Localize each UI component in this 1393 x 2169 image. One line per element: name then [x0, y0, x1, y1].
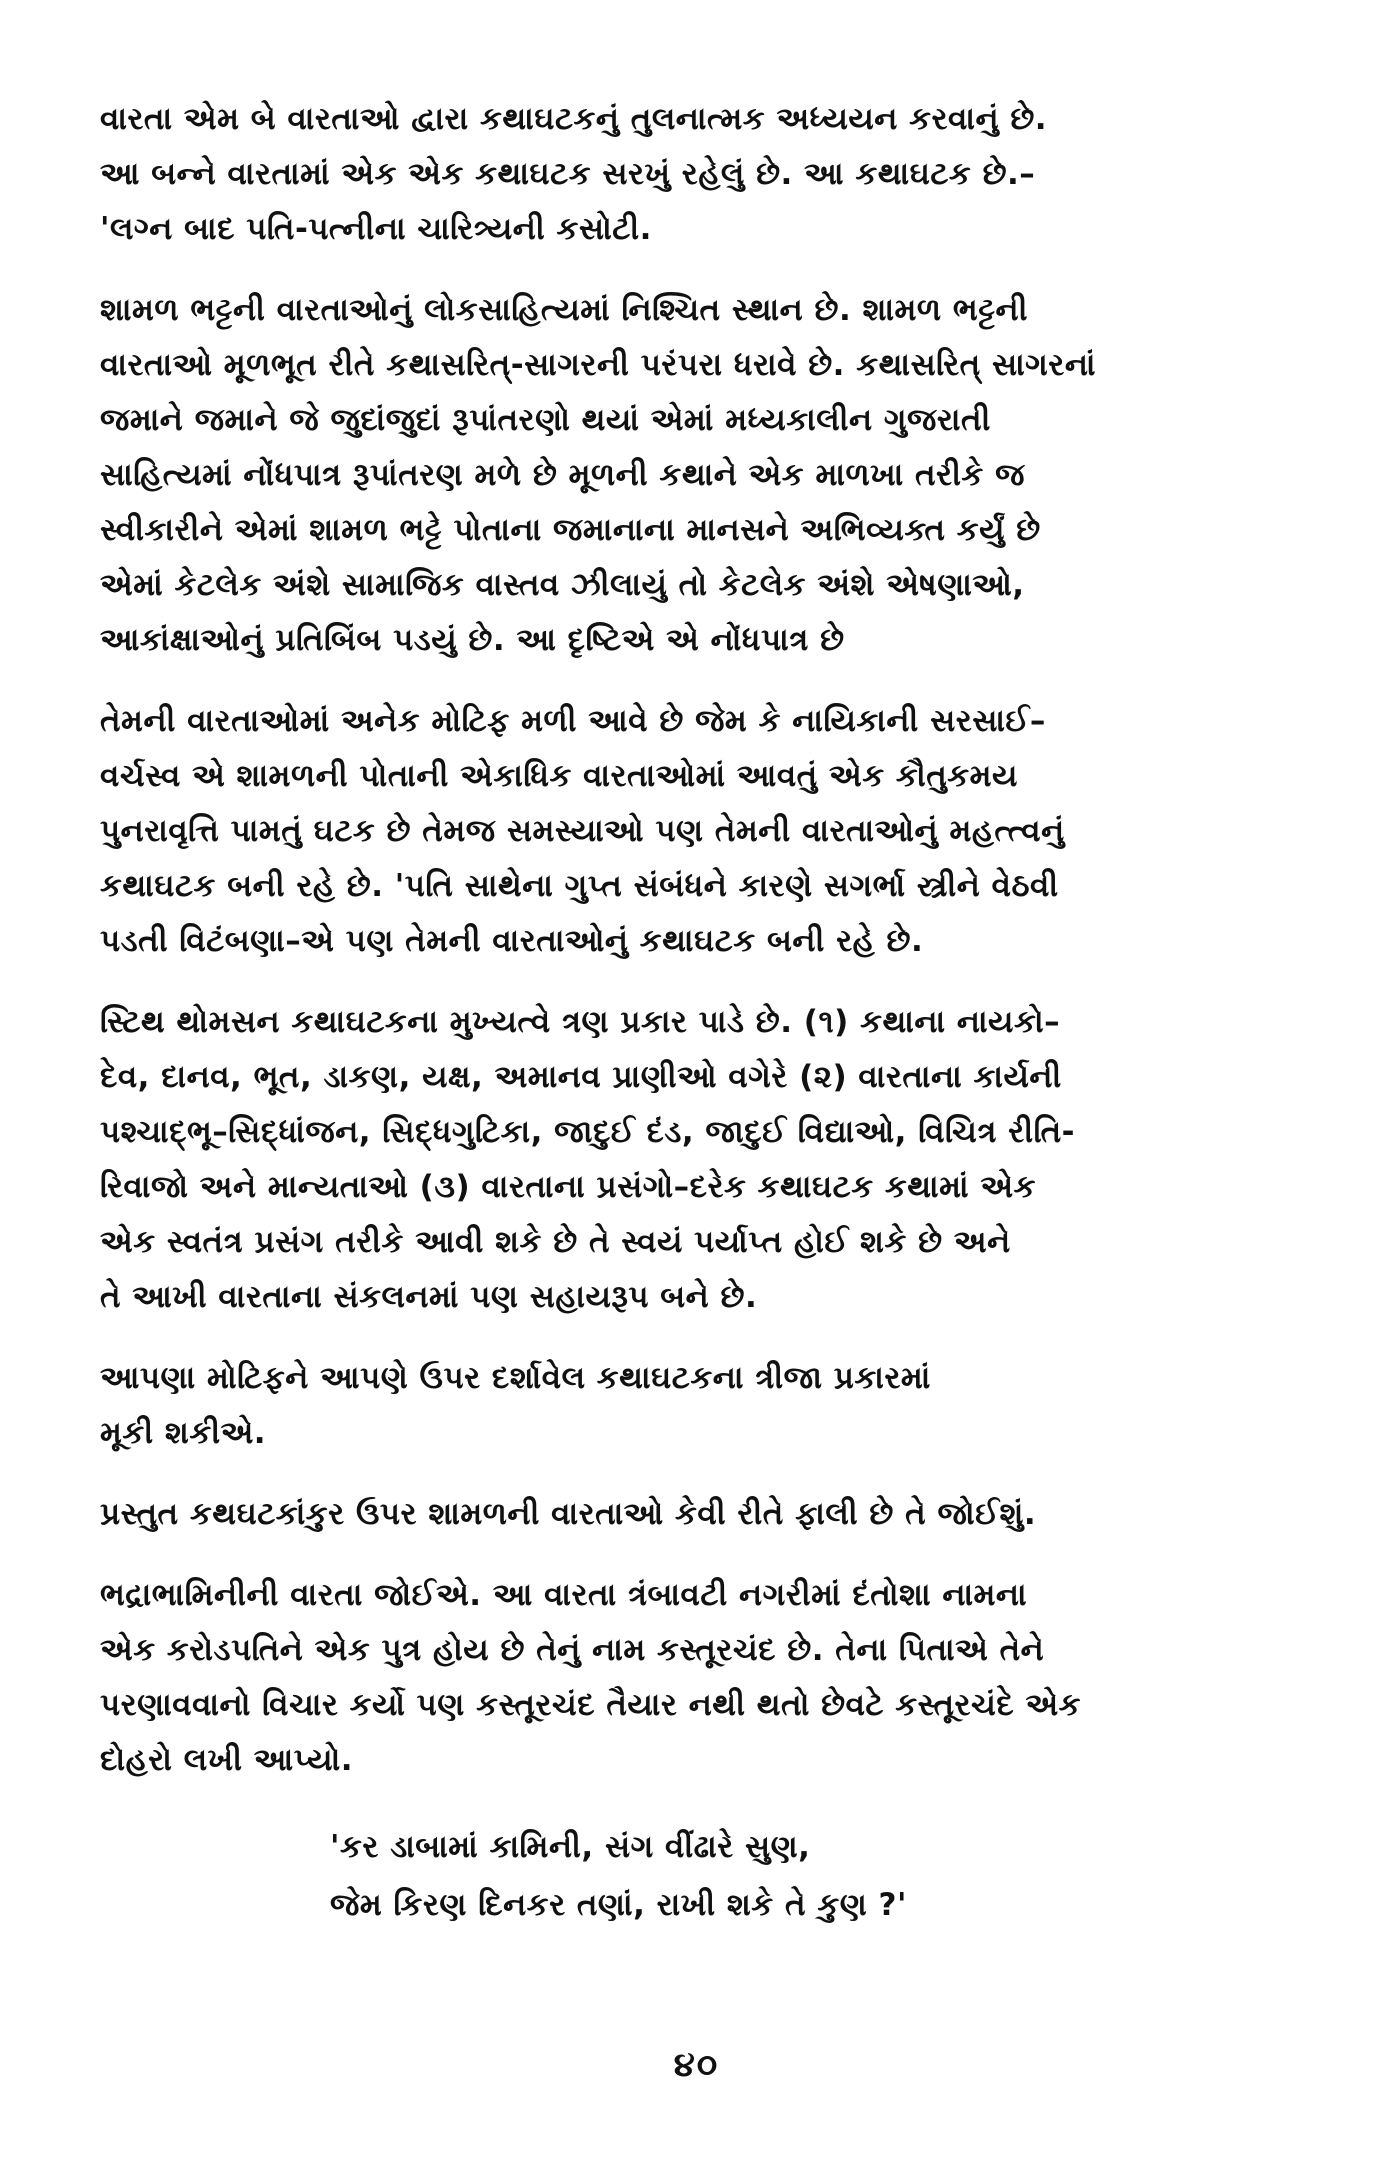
- text-line: શામળ ભટ્ટની વારતાઓનું લોકસાહિત્યમાં નિશ્ચિત સ્થાન છે. શામળ ભટ્ટની: [100, 292, 1028, 328]
- text-line: જમાને જમાને જે જુદાંજુદાં રૂપાંતરણો થયાં એમાં મધ્યકાલીન ગુજરાતી: [100, 402, 991, 438]
- paragraph-1: [100, 92, 1300, 257]
- paragraph-7: [100, 1568, 1300, 1788]
- text-line: સ્ટિથ થોમસન કથાઘટકના મુખ્યત્વે ત્રણ પ્રકાર પાડે છે. (૧) કથાના નાયકો–: [100, 1004, 1061, 1040]
- paragraph-2: [100, 283, 1300, 668]
- text-line: વારતાઓ મૂળભૂત રીતે કથાસરિત્‌-સાગરની પરંપરા ધરાવે છે. કથાસરિત્‌ સાગરનાં: [100, 347, 1097, 383]
- page-body: [100, 92, 1300, 1934]
- text-line: દોહરો લખી આપ્યો.: [100, 1742, 354, 1778]
- text-line: આપણા મોટિફને આપણે ઉપર દર્શાવેલ કથાઘટકના ત્રીજા પ્રકારમાં: [100, 1360, 931, 1396]
- text-line: તેમની વારતાઓમાં અનેક મોટિફ મળી આવે છે જેમ કે નાયિકાની સરસાઈ–: [100, 703, 1046, 739]
- text-line: વર્ચસ્વ એ શામળની પોતાની એકાધિક વારતાઓમાં આવતું એક કૌતુકમય: [100, 758, 1018, 794]
- text-line: સ્વીકારીને એમાં શામળ ભટ્ટે પોતાના જમાનાના માનસને અભિવ્યક્ત કર્યું છે: [100, 512, 1041, 548]
- text-line: 'લગ્ન બાદ પતિ-પત્નીના ચારિત્ર્યની કસોટી.: [100, 211, 652, 247]
- text-line: પશ્ચાદ્‌ભૂ–સિદ્ધાંજન, સિદ્ધગુટિકા, જાદુઈ દંડ, જાદુઈ વિદ્યાઓ, વિચિત્ર રીતિ-: [100, 1114, 1075, 1150]
- text-line: રિવાજો અને માન્યતાઓ (૩) વારતાના પ્રસંગો–દરેક કથાઘટક કથામાં એક: [100, 1169, 1037, 1205]
- verse-couplet: [100, 1818, 1300, 1934]
- text-line: દેવ, દાનવ, ભૂત, ડાકણ, યક્ષ, અમાનવ પ્રાણીઓ વગેરે (૨) વારતાના કાર્યની: [100, 1059, 1062, 1095]
- text-line: પુનરાવૃત્તિ પામતું ઘટક છે તેમજ સમસ્યાઓ પણ તેમની વારતાઓનું મહત્ત્વનું: [100, 813, 1065, 849]
- text-line: એક સ્વતંત્ર પ્રસંગ તરીકે આવી શકે છે તે સ્વયં પર્યાપ્ત હોઈ શકે છે અને: [100, 1224, 1011, 1260]
- paragraph-6: [100, 1487, 1300, 1542]
- page-number: ૪૦: [673, 2045, 720, 2085]
- text-line: સાહિત્યમાં નોંધપાત્ર રૂપાંતરણ મળે છે મૂળની કથાને એક માળખા તરીકે જ: [100, 457, 1025, 493]
- paragraph-3: [100, 694, 1300, 969]
- text-line: તે આખી વારતાના સંકલનમાં પણ સહાયરૂપ બને છે.: [100, 1279, 758, 1315]
- paragraph-5: [100, 1351, 1300, 1461]
- text-line: કથાઘટક બની રહે છે. 'પતિ સાથેના ગુપ્ત સંબંધને કારણે સગર્ભા સ્ત્રીને વેઠવી: [100, 868, 1059, 904]
- text-line: મૂકી શકીએ.: [100, 1415, 267, 1451]
- text-line: પડતી વિટંબણા–એ પણ તેમની વારતાઓનું કથાઘટક બની રહે છે.: [100, 923, 924, 959]
- paragraph-4: [100, 995, 1300, 1325]
- text-line: એમાં કેટલેક અંશે સામાજિક વાસ્તવ ઝીલાયું તો કેટલેક અંશે એષણાઓ,: [100, 567, 1025, 603]
- text-line: પરણાવવાનો વિચાર કર્યો પણ કસ્તૂરચંદ તૈયાર નથી થતો છેવટે કસ્તૂરચંદે એક: [100, 1687, 1082, 1723]
- verse-line: જેમ કિરણ દિનકર તણાં, રાખી શકે તે કુણ ?': [330, 1887, 908, 1923]
- text-line: આ બન્ને વારતામાં એક એક કથાઘટક સરખું રહેલું છે. આ કથાઘટક છે.–: [100, 156, 1036, 192]
- text-line: એક કરોડપતિને એક પુત્ર હોય છે તેનું નામ કસ્તૂરચંદ છે. તેના પિતાએ તેને: [100, 1632, 1045, 1668]
- verse-line: 'કર ડાબામાં કામિની, સંગ વીંઢારે સુણ,: [330, 1829, 811, 1865]
- text-line: વારતા એમ બે વારતાઓ દ્વારા કથાઘટકનું તુલનાત્મક અધ્યયન કરવાનું છે.: [100, 101, 1048, 137]
- text-line: પ્રસ્તુત કથઘટકાંકુર ઉપર શામળની વારતાઓ કેવી રીતે ફાલી છે તે જોઈશું.: [100, 1496, 1037, 1532]
- text-line: આકાંક્ષાઓનું પ્રતિબિંબ પડયું છે. આ દૃષ્ટિએ એ નોંધપાત્ર છે: [100, 622, 845, 658]
- text-line: ભદ્રાભામિનીની વારતા જોઈએ. આ વારતા ત્રંબાવટી નગરીમાં દંતોશા નામના: [100, 1577, 1028, 1613]
